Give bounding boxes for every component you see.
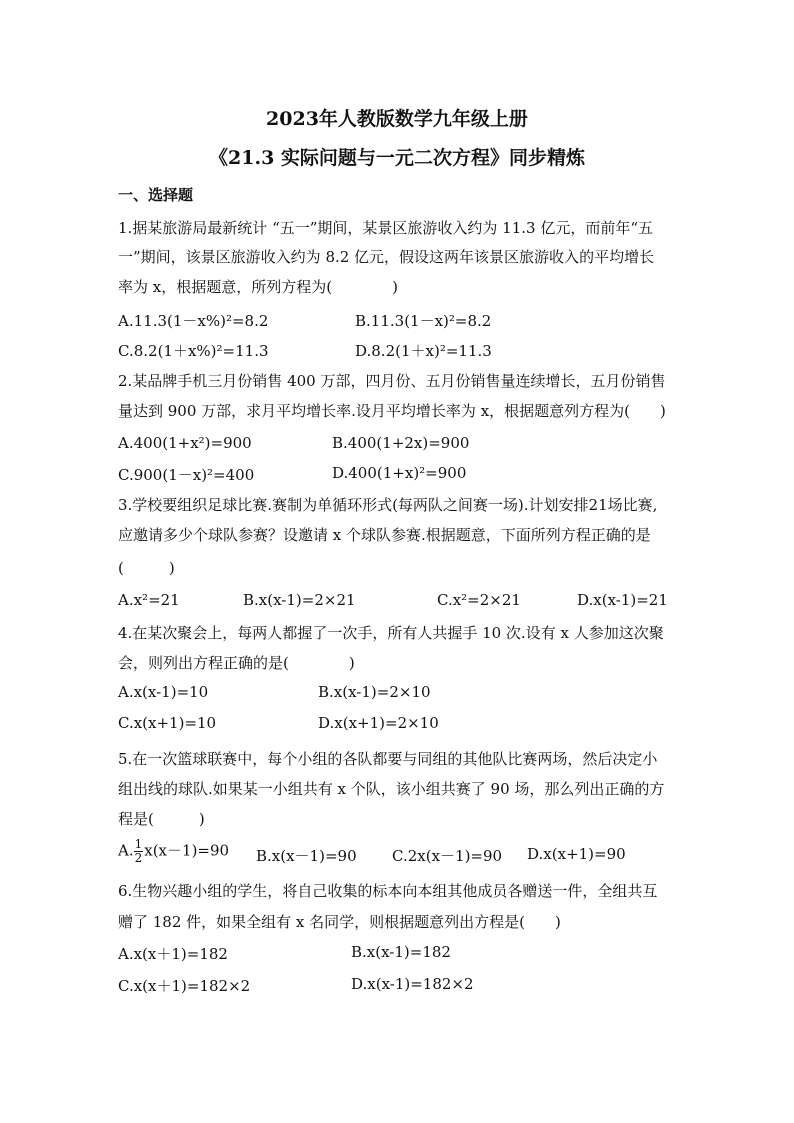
option-b: B.x(x-1)=182 bbox=[351, 943, 451, 961]
question-text-line: 3.学校要组织足球比赛.赛制为单循环形式(每两队之间赛一场).计划安排21场比赛, bbox=[118, 496, 658, 514]
document-subtitle: 《21.3 实际问题与一元二次方程》同步精炼 bbox=[209, 147, 585, 169]
option-a: A.x²=21 bbox=[118, 591, 180, 609]
option-a bbox=[118, 838, 229, 865]
question-text-line: 率为 x，根据题意，所列方程为( ) bbox=[118, 278, 398, 296]
option-c: C.x(x+1)=10 bbox=[118, 714, 217, 732]
option-c: C.8.2(1＋x%)²=11.3 bbox=[118, 342, 269, 360]
question-text-line: 6.生物兴趣小组的学生，将自己收集的标本向本组其他成员各赠送一件，全组共互 bbox=[118, 882, 658, 900]
question-text-line: 会，则列出方程正确的是( ) bbox=[118, 654, 355, 672]
fraction-denominator: 2 bbox=[134, 851, 143, 865]
fraction bbox=[134, 838, 144, 865]
question-text-line: 应邀请多少个球队参赛？设邀请 x 个球队参赛.根据题意，下面所列方程正确的是 bbox=[118, 526, 651, 544]
option-b: B.11.3(1－x)²=8.2 bbox=[355, 312, 492, 330]
question-text-line: 4.在某次聚会上，每两人都握了一次手，所有人共握手 10 次.设有 x 人参加这次聚 bbox=[118, 624, 664, 642]
question-text-line: 一”期间，该景区旅游收入约为 8.2 亿元，假设这两年该景区旅游收入的平均增长 bbox=[118, 248, 655, 266]
option-prefix: A. bbox=[118, 841, 134, 860]
option-d: D.400(1+x)²=900 bbox=[332, 464, 467, 482]
option-a: A.x(x-1)=10 bbox=[118, 683, 209, 701]
question-text-line: 2.某品牌手机三月份销售 400 万部，四月份、五月份销售量连续增长，五月份销售 bbox=[118, 372, 666, 390]
question-text-line: ( ) bbox=[118, 559, 175, 577]
question-text-line: 赠了 182 件，如果全组有 x 名同学，则根据题意列出方程是( ) bbox=[118, 913, 561, 931]
option-a: A.400(1+x²)=900 bbox=[118, 434, 252, 452]
option-b: B.x(x-1)=2×10 bbox=[318, 683, 431, 701]
option-d: D.x(x+1)=90 bbox=[527, 845, 626, 863]
question-text-line: 组出线的球队.如果某一小组共有 x 个队，该小组共赛了 90 场，那么列出正确的方 bbox=[118, 780, 665, 798]
option-text: x(x－1)=90 bbox=[144, 841, 230, 860]
option-d: D.x(x-1)=182×2 bbox=[351, 975, 474, 993]
option-c: C.900(1－x)²=400 bbox=[118, 466, 255, 484]
question-text-line: 程是( ) bbox=[118, 810, 205, 828]
option-a: A.x(x＋1)=182 bbox=[118, 945, 228, 963]
fraction-numerator: 1 bbox=[134, 837, 143, 851]
option-d: D.x(x+1)=2×10 bbox=[318, 714, 439, 732]
option-d: D.x(x-1)=21 bbox=[577, 591, 668, 609]
option-d: D.8.2(1＋x)²=11.3 bbox=[355, 342, 492, 360]
option-b: B.x(x－1)=90 bbox=[256, 847, 357, 865]
document-title: 2023年人教版数学九年级上册 bbox=[266, 108, 528, 130]
section-heading: 一、选择题 bbox=[118, 186, 194, 204]
option-b: B.x(x-1)=2×21 bbox=[243, 591, 356, 609]
option-a: A.11.3(1－x%)²=8.2 bbox=[118, 312, 269, 330]
option-c: C.2x(x－1)=90 bbox=[392, 847, 503, 865]
option-c: C.x(x＋1)=182×2 bbox=[118, 977, 251, 995]
option-b: B.400(1+2x)=900 bbox=[332, 434, 470, 452]
question-text-line: 1.据某旅游局最新统计 “五一”期间，某景区旅游收入约为 11.3 亿元，而前年“五 bbox=[118, 219, 654, 237]
option-c: C.x²=2×21 bbox=[437, 591, 521, 609]
question-text-line: 5.在一次篮球联赛中，每个小组的各队都要与同组的其他队比赛两场，然后决定小 bbox=[118, 750, 658, 768]
question-text-line: 量达到 900 万部，求月平均增长率.设月平均增长率为 x，根据题意列方程为( ) bbox=[118, 402, 666, 420]
